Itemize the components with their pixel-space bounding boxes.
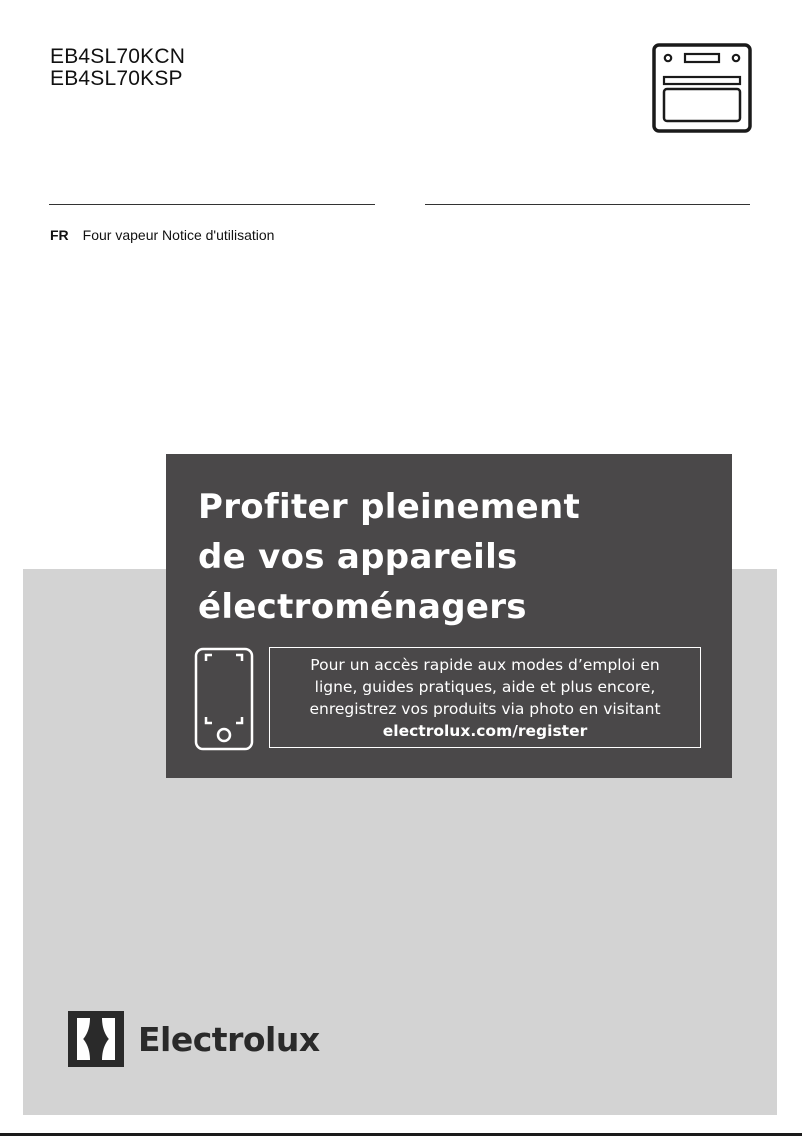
info-line: Pour un accès rapide aux modes d’emploi en	[310, 656, 660, 674]
document-title: Four vapeur Notice d'utilisation	[82, 227, 275, 243]
divider-left	[49, 204, 375, 205]
headline-line: de vos appareils	[198, 537, 518, 577]
brand-wordmark: Electrolux	[138, 1019, 320, 1059]
promo-headline	[198, 482, 580, 632]
register-url[interactable]: electrolux.com/register	[382, 722, 588, 740]
headline-line: électroménagers	[198, 587, 527, 627]
registration-promo-panel	[166, 454, 732, 778]
model-number: EB4SL70KSP	[50, 67, 183, 90]
divider-right	[425, 204, 750, 205]
headline-line: Profiter pleinement	[198, 487, 581, 527]
info-line: ligne, guides pratiques, aide et plus encore,	[314, 678, 656, 696]
language-code: FR	[50, 227, 69, 243]
info-line: enregistrez vos produits via photo en visitant	[309, 700, 661, 718]
phone-scan-icon	[194, 647, 254, 756]
model-number: EB4SL70KCN	[50, 45, 186, 68]
register-info-box	[269, 647, 701, 748]
model-numbers	[50, 46, 185, 90]
electrolux-logo	[68, 1011, 320, 1067]
oven-icon	[652, 43, 752, 140]
language-line	[50, 227, 274, 243]
electrolux-logo-icon	[68, 1011, 124, 1067]
